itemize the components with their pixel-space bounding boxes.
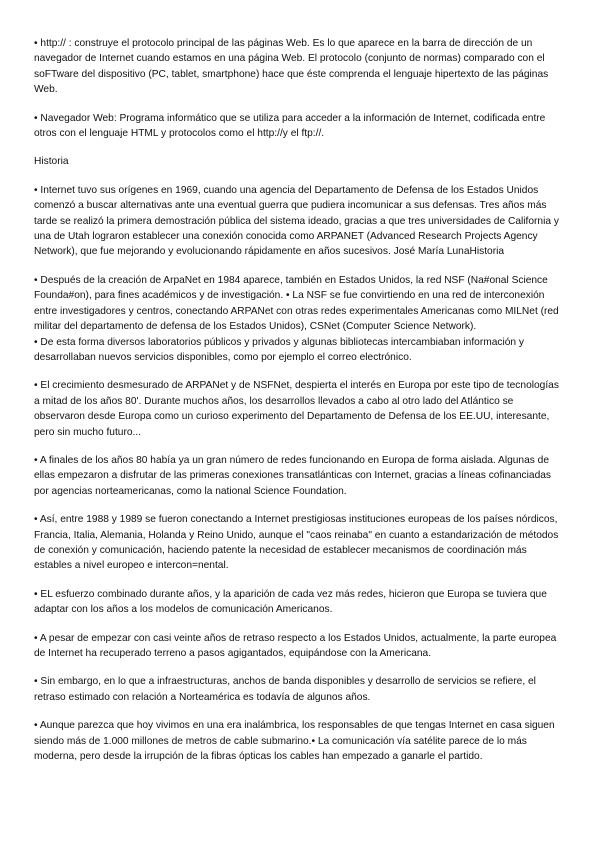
paragraph-laboratorios: • De esta forma diversos laboratorios públicos y privados y algunas bibliotecas intercambiaban información y desarrollaban nuevos servicios disponibles, como por ejemplo el correo electrónico. [34, 336, 524, 363]
paragraph-retraso: • A pesar de empezar con casi veinte años de retraso respecto a los Estados Unidos, actualmente, la parte europea de Internet ha recuperado terreno a pasos agigantados, equipándose con la Americana. [34, 632, 557, 659]
paragraph-infraestructuras: • Sin embargo, en lo que a infraestructuras, anchos de banda disponibles y desarrollo de servicios se refiere, el retraso estimado con relación a Norteamérica es todavía de algunos años. [34, 676, 536, 703]
paragraph-redes-europa: • A finales de los años 80 había ya un gran número de redes funcionando en Europa de forma aislada. Algunas de ellas empezaron a disfrutar de las primeras conexiones transatlánticas con Internet, gracias a líneas cofinanciadas por agencias norteamericanas, como la national Science Foundation. [34, 454, 552, 497]
paragraph-http: • http:// : construye el protocolo principal de las páginas Web. Es lo que aparece en la barra de dirección de un navegador de Internet cuando estamos en una página Web. El protocolo (conjunto de normas) comparado con el soFTware del dispositivo (PC, tablet, smartphone) hace que éste comprenda el lenguaje hipertexto de las páginas Web. [34, 38, 549, 96]
paragraph-origenes-internet: • Internet tuvo sus orígenes en 1969, cuando una agencia del Departamento de Defensa de los Estados Unidos comenzó a buscar alternativas ante una eventual guerra que pudiera incomunicar a sus defensas. Tres años más tarde se realizó la primera demostración pública del sistema ideado, gracias a que tres universidades de California y una de Utah lograron establecer una conexión conocida como ARPANET (Advanced Research Projects Agency Network), que fue mejorando y evolucionando rápidamente en años sucesivos. José María LunaHistoria [34, 184, 559, 258]
paragraph-cable-submarino: • Aunque parezca que hoy vivimos en una era inalámbrica, los responsables de que tengas Internet en casa siguen siendo más de 1.000 millones de metros de cable submarino.• La comunicación vía satélite parece de lo más moderna, pero desde la irrupción de la fibras ópticas los cables han empezado a ganarle el partido. [34, 720, 555, 763]
section-heading-historia: Historia [34, 156, 69, 168]
paragraph-crecimiento: • El crecimiento desmesurado de ARPANet y de NSFNet, despierta el interés en Europa por este tipo de tecnologías a mitad de los años 80'. Durante muchos años, los desarrollos llevados a cabo al otro lado del Atlántico se observaron desde Europa como un curioso experimento del Departamento de Defensa de los EE.UU, interesante, pero sin mucho futuro... [34, 380, 559, 438]
paragraph-instituciones-europeas: • Así, entre 1988 y 1989 se fueron conectando a Internet prestigiosas instituciones europeas de los países nórdicos, Francia, Italia, Alemania, Holanda y Reino Unido, aunque el "caos reinaba" en cuanto a estandarización de métodos de conexión y comunicación, haciendo patente la necesidad de establecer mecanismos de coordinación más estables a nivel europeo e intercon=nental. [34, 514, 559, 572]
document-page [34, 36, 564, 764]
paragraph-esfuerzo-combinado: • EL esfuerzo combinado durante años, y la aparición de cada vez más redes, hicieron que Europa se tuviera que adaptar con los años a los modelos de comunicación Americanos. [34, 588, 547, 616]
paragraph-arpanet-nsf: • Después de la creación de ArpaNet en 1984 aparece, también en Estados Unidos, la red NSF (Na#onal Science Founda#on), para fines académicos y de investigación. • La NSF se fue convirtiendo en una red de interconexión entre investigadores y centros, conectando ARPANet con otras redes experimentales Americanas como MILNet (red militar del departamento de defensa de los Estados Unidos), CSNet (Computer Science Network). [34, 274, 559, 333]
paragraph-navegador-web: • Navegador Web: Programa informático que se utiliza para acceder a la información de Internet, codificada entre otros con el lenguaje HTML y protocolos como el http://y el ftp://. [34, 112, 546, 140]
